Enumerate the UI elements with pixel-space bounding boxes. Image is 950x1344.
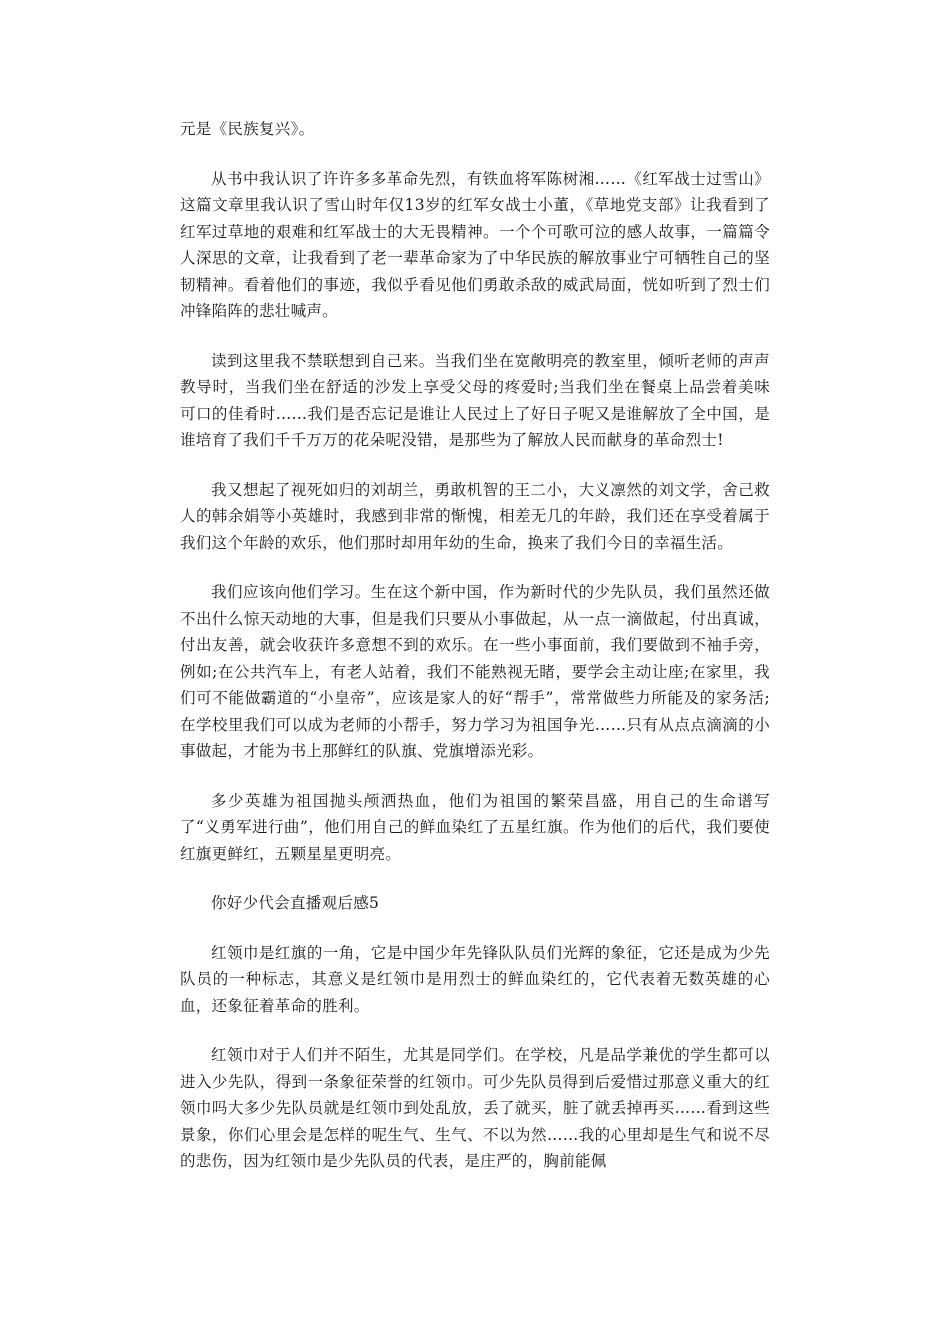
paragraph-flag: 多少英雄为祖国抛头颅洒热血，他们为祖国的繁荣昌盛，用自己的生命谱写了“义勇军进行曲”，他们用自己的鲜血染红了五星红旗。作为他们的后代，我们要使红旗更鲜红，五颗星星更明亮。: [180, 791, 770, 863]
paragraph-young-heroes: 我又想起了视死如归的刘胡兰，勇敢机智的王二小，大义凛然的刘文学，舍己救人的韩余娟等小英雄时，我感到非常的惭愧，相差无几的年龄，我们还在享受着属于我们这个年龄的欢乐，他们那时却用年幼的生命，换来了我们今日的幸福生活。: [180, 480, 770, 552]
document-page: [180, 116, 770, 1198]
paragraph-intro: 元是《民族复兴》。: [180, 120, 315, 138]
paragraph-red-scarf-care: 红领巾对于人们并不陌生，尤其是同学们。在学校，凡是品学兼优的学生都可以进入少先队，得到一条象征荣誉的红领巾。可少先队员得到后爱惜过那意义重大的红领巾吗大多少先队员就是红领巾到处乱放，丢了就买，脏了就丢掉再买……看到这些景象，你们心里会是怎样的呢生气、生气、不以为然……我的心里却是生气和说不尽的悲伤，因为红领巾是少先队员的代表，是庄严的，胸前能佩: [180, 1046, 770, 1170]
paragraph-learning: 我们应该向他们学习。生在这个新中国，作为新时代的少先队员，我们虽然还做不出什么惊天动地的大事，但是我们只要从小事做起，从一点一滴做起，付出真诚，付出友善，就会收获许多意想不到的欢乐。在一些小事面前，我们要做到不袖手旁，例如;在公共汽车上，有老人站着，我们不能熟视无睹，要学会主动让座;在家里，我们可不能做霸道的“小皇帝”，应该是家人的好“帮手”，常常做些力所能及的家务活;在学校里我们可以成为老师的小帮手，努力学习为祖国争光……只有从点点滴滴的小事做起，才能为书上那鲜红的队旗、党旗增添光彩。: [180, 583, 770, 760]
paragraph-martyrs: 从书中我认识了许许多多革命先烈，有铁血将军陈树湘……《红军战士过雪山》这篇文章里我认识了雪山时年仅13岁的红军女战士小董，《草地党支部》让我看到了红军过草地的艰难和红军战士的大无畏精神。一个个可歌可泣的感人故事，一篇篇令人深思的文章，让我看到了老一辈革命家为了中华民族的解放事业宁可牺牲自己的坚韧精神。看着他们的事迹，我似乎看见他们勇敢杀敌的威武局面，恍如听到了烈士们冲锋陷阵的悲壮喊声。: [180, 169, 770, 320]
paragraph-reflection: 读到这里我不禁联想到自己来。当我们坐在宽敞明亮的教室里，倾听老师的声声教导时，当我们坐在舒适的沙发上享受父母的疼爱时;当我们坐在餐桌上品尝着美味可口的佳肴时……我们是否忘记是谁让人民过上了好日子呢又是谁解放了全中国，是谁培育了我们千千万万的花朵呢没错，是那些为了解放人民而献身的革命烈士!: [180, 351, 770, 449]
section-heading: 你好少代会直播观后感5: [211, 894, 380, 912]
paragraph-red-scarf-meaning: 红领巾是红旗的一角，它是中国少年先锋队队员们光辉的象征，它还是成为少先队员的一种标志，其意义是红领巾是用烈士的鲜血染红的，它代表着无数英雄的心血，还象征着革命的胜利。: [180, 943, 770, 1015]
